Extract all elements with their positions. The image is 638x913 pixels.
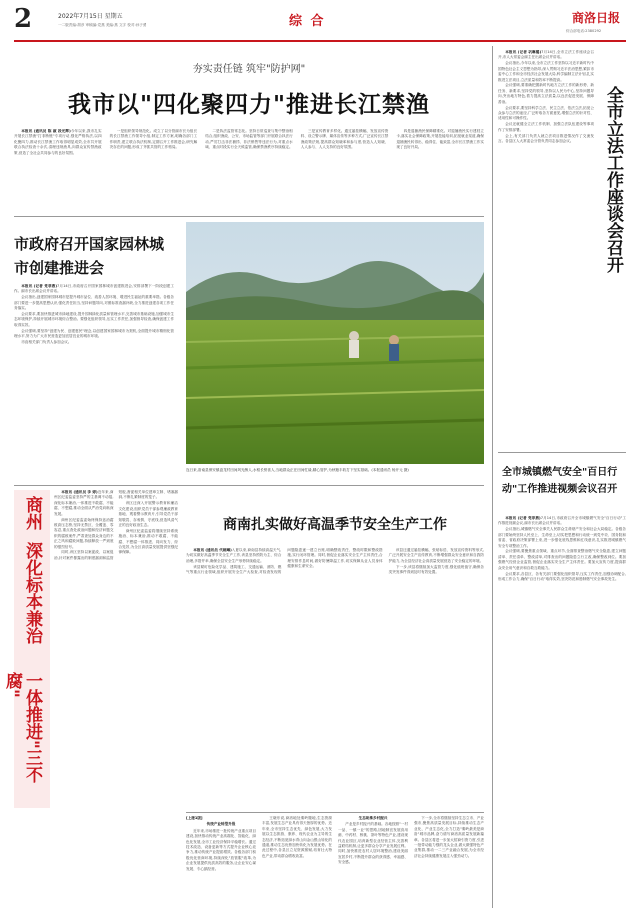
story-legislation-forum [498, 50, 626, 448]
story-paragraph: 会议指出,城镇燃气安全事关人民群众生命财产安全和社会大局稳定。各级各部门要始终坚持人民至上、生命至上,切实把思想和行动统一到党中央、国务院和省委、省政府决策部署上来,进一步强化底线思维和红线意识,扎实推进城镇燃气安全专项整治工作。 [498, 527, 626, 548]
masthead-date: 2022年7月15日 星期五 [58, 13, 123, 20]
story-headline: 全市城镇燃气安全"百日行动"工作推进视频会议召开 [502, 467, 618, 495]
story-paragraph: 四是退捕渔民保障精准化。对退捕渔民实行建档立卡,落实社会保障政策,开展技能培训,拓宽就业渠道,确保退捕渔民转得出、稳得住、能致富,全市长江禁渔工作实现了良好开局。 [396, 129, 484, 150]
story-shangzhou-anticorruption [2, 490, 178, 808]
story-paragraph: 市直相关部门负责人参加会议。 [21, 340, 72, 345]
story-byline: 本报讯 (通讯员 陈 淑 段光辉) [21, 129, 71, 133]
headline-part: 一体推进"三不腐" [2, 672, 42, 783]
story-body [14, 129, 484, 206]
story-paragraph: 会议要求,各县区、各有关部门要强化组织领导,压实工作责任,加强协调配合,形成工作合力,确保"百日行动"取得实效,坚决防范和遏制燃气安全事故发生。 [498, 571, 626, 581]
feature-subheading: 生态助推乡村振兴 [358, 816, 388, 820]
story-paragraph: 该区还深入开展警示教育和廉洁文化建设,组织党员干部参观廉政教育基地、观看警示教育片,引导党员干部知敬畏、存戒惧、守底线,营造风清气正的良好政治生态。 [118, 501, 178, 527]
story-headline-vertical: 全市立法工作座谈会召开 [603, 86, 623, 273]
masthead-editors: 一二版责编:胡彦 审稿编:党燕 美编:燕 文字 校对:孙子勇 [58, 23, 147, 27]
page-number: 2 [14, 4, 33, 34]
column-divider [492, 46, 493, 908]
feature-column [262, 816, 332, 908]
masthead-rule [14, 40, 626, 42]
story-headline: 我市以"四化聚四力"推进长江禁渔 [68, 92, 430, 118]
feature-column [338, 816, 408, 908]
feature-column [414, 816, 484, 908]
story-body [54, 490, 178, 808]
feature-subheading: 传统产业转型升级 [206, 822, 236, 827]
story-paragraph: 近年来,商州区纪委监委坚持严的主基调不动摇,深化标本兼治,一体推进不敢腐、不能腐、不想腐,推动全面从严治党向纵深发展。 [54, 490, 114, 516]
story-paragraph: 入夏以来,商南县持续高温天气,为切实做好高温季节安全生产工作,该县坚持预防为主、综合治理,多措并举,确保全县安全生产形势持续稳定。 [186, 548, 282, 563]
story-body [186, 548, 484, 806]
story-paragraph: 会议强调,要准确把握新时代地方立法工作的新形势、新任务、新要求,坚持党的领导,坚持以人民为中心,坚持问题导向,突出地方特色,着力提高立法质量,以良法促进发展、保障善治。 [498, 83, 594, 104]
divider [14, 485, 484, 486]
newspaper-logo: 商洛日报 [572, 11, 621, 25]
story-paragraph: 7月14日,市政府召开国家园林城市创建推进会,安排部署下一阶段创建工作。副市长出席会议并讲话。 [14, 284, 174, 294]
story-kicker: 夯实责任链 筑牢"防护网" [192, 64, 306, 75]
story-paragraph: 7月14日,市政府召开全市城镇燃气安全"百日行动"工作推进视频会议,副市长出席会议并讲话。 [498, 516, 626, 526]
rice-field-photo [186, 222, 484, 464]
story-paragraph: 三是宣传教育多样化。通过悬挂横幅、发放宣传资料、设立警示牌、媒体宣传等多种方式,广泛宣传长江禁渔政策法规,提高群众知晓率和参与度,营造人人知晓、人人参与、人人支持的良好氛围。 [300, 129, 389, 150]
headline-part: 商州 [22, 496, 42, 530]
photo-caption: 连日来,洛南县保安镇盘龙村田间风光醉人,水稻长势喜人,当地群众正在田间忙碌,精心管护,为秋粮丰收打下坚实基础。(本报通讯员 杨开元 摄) [186, 468, 409, 472]
story-body [14, 284, 174, 460]
story-byline: 本报讯 (记者 党菲燕) [21, 284, 57, 288]
story-paragraph: 下一步,该县将继续加大监管力度,强化值班值守,确保各类突发事件得到及时有效处置。 [388, 564, 484, 575]
bottom-feature [186, 816, 484, 908]
farmer-figure [389, 335, 399, 361]
story-paragraph: 会议要求,要坚持科学立法、民主立法、依法立法,拓宽公众参与立法的途径,广泛听取各方面意见,增强立法的针对性、适用性和可操作性。 [498, 105, 594, 121]
story-paragraph: 7月14日,全市立法工作座谈会召开,市人大常委会副主任出席会议并讲话。 [498, 50, 594, 60]
feature-column [186, 816, 256, 908]
story-byline: 本报讯 (通讯员 李 婷) [61, 490, 98, 494]
story-paragraph: 会上,有关部门负责人就立法项目推进情况作了交流发言。各县区人大常委会分管负责同志参加会议。 [498, 133, 594, 143]
feature-paragraph: 王晓东说,商洛地处秦岭腹地,生态资源丰富,发展生态产业具有得天独厚的优势。近年来,全市坚持生态优先、绿色发展,大力发展以生态旅游、康养、现代农业为主导的生态经济,不断拓宽绿水青山向金山银山转化的通道,推动生态优势加快转化为发展优势。在此过程中,各县区立足资源禀赋,培育壮大特色产业,带动群众增收致富。 [262, 816, 332, 858]
feature-paragraph: 近年来,市场推进一批传统产业重点项目建设,加快推动传统产业高端化、智能化、绿色化发展,全市工业经济保持平稳增长。通过技术改造、设备更新等方式提升企业核心竞争力,推动传统产业提质增效。各级各部门积极优化营商环境,持续深化"放管服"改革,为企业发展提供优质高效的服务,让企业安心谋发展、专心搞经营。 [186, 828, 256, 871]
divider [14, 216, 484, 217]
divider [186, 812, 484, 813]
story-paragraph: 会议指出,今年以来,全市立法工作坚持以习近平新时代中国特色社会主义思想为指导,深入贯彻习近平法治思想,紧扣市委中心工作和全市经济社会发展大局,科学编制立法计划,扎实推进立法项目,立法质量和效率不断提高。 [498, 61, 594, 82]
story-paragraph: 商州区纪委监委将继续坚持系统施治、标本兼治,推动不敢腐、不能腐、不想腐一体推进、同向发力、综合见效,为全区高质量发展提供坚强纪律保障。 [118, 528, 178, 555]
story-headline: 商南扎实做好高温季节安全生产工作 [223, 517, 447, 533]
story-paragraph: 该县还通过悬挂横幅、张贴标语、发放宣传资料等形式,广泛开展安全生产宣传教育,不断增强群众安全意识和自我防护能力,为全县经济社会高质量发展营造了安全稳定的环境。 [388, 548, 484, 563]
story-byline: 本报讯 (记者 巩琳璐) [505, 50, 542, 54]
headline-part: 深化标本兼治 [22, 542, 42, 644]
feature-heading: [上接1版] [186, 816, 203, 820]
masthead [14, 6, 626, 40]
story-paragraph: 会议指出,创建国家园林城市是提升城市品位、改善人居环境、增进民生福祉的重要举措。各级各部门要进一步提高思想认识,强化责任担当,坚持问题导向,对照标准查漏补缺,全力推进创建各项工作任务落实。 [14, 295, 174, 311]
story-paragraph: 一是组织领导规范化。成立了以分管副市长为组长的长江禁渔工作领导小组,制定工作方案,明确各部门工作职责,建立联合执法机制,定期召开工作推进会,研究解决存在的问题,形成了齐抓共管的工作格局。 [109, 129, 198, 150]
story-shangnan-safety [186, 490, 484, 808]
story-headline-vertical [2, 490, 50, 808]
feature-paragraph: 产业是乡村振兴的基础。各地按照"一村一品、一镇一业"的思路,因地制宜发展食用菌、中药材、核桃、茶叶等特色产业,建设现代农业园区,培育新型农业经营主体,完善利益联结机制,让更多群众分享产业发展红利。同时,加快推进农村人居环境整治,建设美丽宜居乡村,不断提升群众的获得感、幸福感、安全感。 [338, 822, 408, 865]
story-paragraph: 商州区纪委监委始终保持惩治腐败高压态势,坚持无禁区、全覆盖、零容忍,重点查处政治问题和经济问题交织的腐败案件,严肃查处群众身边的不正之风和腐败问题,持续释放一严到底的强烈信号。 [54, 517, 114, 549]
section-label: 综 合 [289, 14, 326, 29]
story-paragraph: 会议要求,要加快推进城市绿地建设,提升园林绿化质量和管理水平,完善城市基础设施,加强城市生态环境保护,持续开展城市环境综合整治。要强化组织领导,压实工作责任,加强督导检查,确保创建工作取得实效。 [14, 312, 174, 327]
story-paragraph: 该县紧盯危险化学品、建筑施工、交通运输、消防、燃气等重点行业领域,组织开展安全生产大检查,对检查发现的问题隐患逐一建立台账,明确整改责任、整改时限和整改措施,实行闭环管理。同时,督促企业落实安全生产主体责任,合理安排作息时间,做好防暑降温工作,切实保障从业人员身体健康和生命安全。 [186, 548, 383, 575]
story-paragraph: 同时,该区坚持以案促改、以案促治,针对案件暴露出的制度漏洞和监管短板,督促相关单位建章立制、堵塞漏洞,不断扎紧制度的笼子。 [54, 490, 178, 560]
story-byline: 本报讯 (通讯员 代婉琳) [193, 548, 232, 552]
story-body [498, 516, 626, 906]
story-paragraph: 今年以来,我市扎实开展长江禁渔"打非断链"专项行动,强化严格执法,以四化聚四力,推动长江禁渔工作取得明显成效,全市共开展联合执法检查十余次,清理违规渔具,向群众宣传禁渔政策,营造了全社会共同参与的良好氛围。 [14, 129, 102, 155]
hotline: 综合部电话:2380292 [566, 29, 602, 33]
story-byline: 本报讯 (记者 党菲燕) [505, 516, 541, 520]
story-paragraph: 会议强调,要聚焦重点领域、重点环节,全面排查整治燃气安全隐患,建立问题清单、责任清单、整改清单,对排查出的问题隐患立行立改,确保整改到位。要加强燃气经营企业监管,督促企业落实安全生产主体责任。要加大宣传力度,提高群众安全用气意识和自救互救能力。 [498, 549, 626, 570]
divider [498, 452, 626, 453]
rice-field-image [186, 222, 484, 464]
story-gas-safety [498, 456, 626, 908]
story-paragraph: 会议强调,要坚持"创建为民、创建惠民"理念,以创建国家园林城市为契机,全面提升城市精细化管理水平,努力为广大市民营造更加宜居宜业的城市环境。 [14, 328, 174, 339]
feature-paragraph: 下一步,全市将继续坚持生态立市、产业强市,聚焦高质量发展目标,持续推动生态产业化、产业生态化,全力打造"秦岭最美是商洛"城市品牌,奋力谱写商洛高质量发展新篇章。各县区将进一步加大招商引资力度,引进一批带动能力强的龙头企业,做大做强特色产业集群,推动一二三产业融合发展,为全市经济社会持续健康发展注入强劲动力。 [414, 816, 484, 858]
story-paragraph: 二是执法监管常态化。坚持日常巡查与集中整治相结合,组织渔政、公安、市场监管等部门开展联合执法行动,严厉打击非法捕捞、非法销售等违法行为,对重点水域、重点时段实行全天候监管,确保禁渔秩序持续稳定。 [205, 129, 293, 150]
story-paragraph: 会议还就健全立法工作机制、加强立法队伍建设等事项作了安排部署。 [498, 122, 594, 132]
story-yangtze-fishing-ban [14, 46, 484, 206]
story-body [498, 50, 594, 448]
story-headline: 市政府召开国家园林城市创建推进会 [14, 235, 165, 277]
farmer-figure [349, 331, 359, 358]
story-garden-city [14, 222, 178, 464]
